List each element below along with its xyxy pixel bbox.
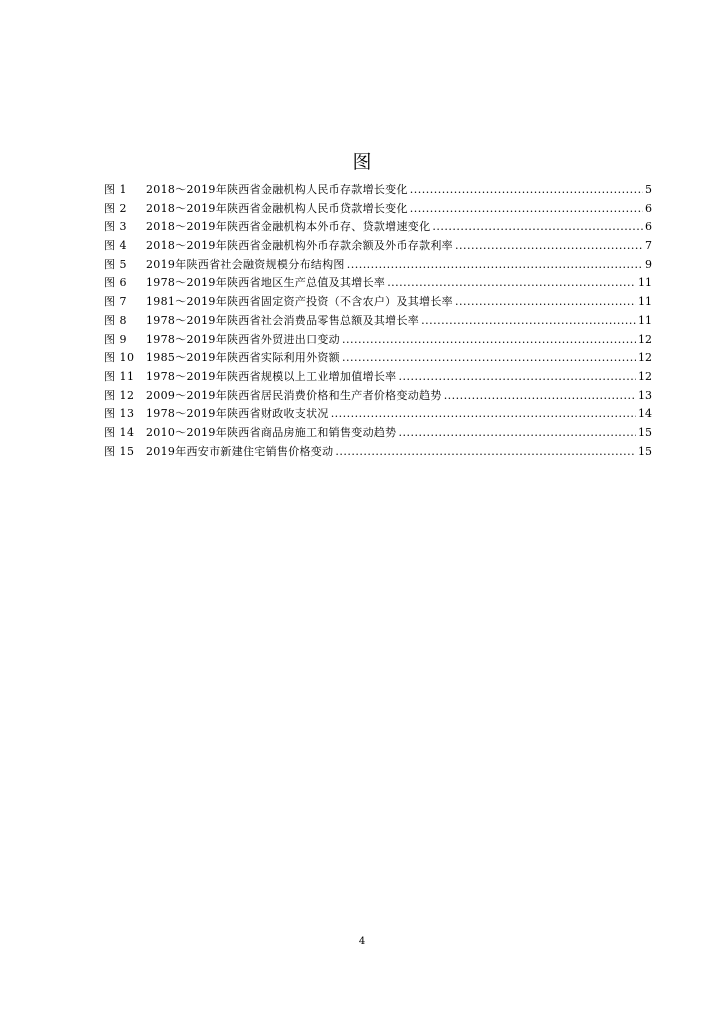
dot-leader: [335, 443, 636, 462]
list-item[interactable]: [104, 349, 652, 368]
figure-label: 图 5: [104, 257, 127, 271]
figure-title: 1978～2019年陕西省地区生产总值及其增长率: [146, 276, 386, 290]
list-item[interactable]: [104, 405, 652, 424]
figure-label: 图 6: [104, 276, 127, 290]
figure-page-number: 6: [645, 220, 652, 234]
figure-page-number: 13: [638, 388, 652, 402]
dot-leader: [387, 274, 636, 293]
list-item[interactable]: [104, 368, 652, 387]
dot-leader: [347, 256, 643, 275]
dot-leader: [342, 331, 636, 350]
list-item[interactable]: [104, 256, 652, 275]
figure-label: 图 13: [104, 407, 135, 421]
figure-label: 图 8: [104, 313, 127, 327]
figure-title: 1981～2019年陕西省固定资产投资（不含农户）及其增长率: [146, 295, 453, 309]
figure-page-number: 11: [638, 313, 652, 327]
figure-page-number: 12: [638, 369, 652, 383]
figure-title: 1978～2019年陕西省外贸进出口变动: [146, 332, 340, 346]
figure-label: 图 2: [104, 201, 127, 215]
dot-leader: [342, 349, 636, 368]
figure-page-number: 15: [638, 425, 652, 439]
list-item[interactable]: [104, 293, 652, 312]
figure-title: 2018～2019年陕西省金融机构人民币贷款增长变化: [146, 201, 408, 215]
figure-title: 1978～2019年陕西省社会消费品零售总额及其增长率: [146, 313, 420, 327]
page-number: 4: [358, 936, 366, 947]
dot-leader: [455, 293, 636, 312]
dot-leader: [399, 424, 637, 443]
list-item[interactable]: [104, 218, 652, 237]
dot-leader: [410, 181, 643, 200]
figure-title: 2010～2019年陕西省商品房施工和销售变动趋势: [146, 425, 397, 439]
figure-title: 1978～2019年陕西省规模以上工业增加值增长率: [146, 369, 397, 383]
list-item[interactable]: [104, 274, 652, 293]
dot-leader: [421, 312, 636, 331]
figure-page-number: 6: [645, 201, 652, 215]
figure-page-number: 11: [638, 295, 652, 309]
figure-title: 2009～2019年陕西省居民消费价格和生产者价格变动趋势: [146, 388, 442, 402]
figure-title: 2018～2019年陕西省金融机构本外币存、贷款增速变化: [146, 220, 431, 234]
list-item[interactable]: [104, 387, 652, 406]
figure-page-number: 9: [645, 257, 652, 271]
figure-label: 图 12: [104, 388, 135, 402]
figure-title: 2019年陕西省社会融资规模分布结构图: [146, 257, 345, 271]
figure-label: 图 11: [104, 369, 135, 383]
figure-page-number: 12: [638, 332, 652, 346]
figure-label: 图 7: [104, 295, 127, 309]
figure-page-number: 7: [645, 239, 652, 253]
dot-leader: [455, 237, 643, 256]
dot-leader: [432, 218, 643, 237]
dot-leader: [399, 368, 637, 387]
figure-list: [104, 181, 652, 461]
figure-title: 2018～2019年陕西省金融机构外币存款余额及外币存款利率: [146, 239, 453, 253]
list-item[interactable]: [104, 181, 652, 200]
list-item[interactable]: [104, 200, 652, 219]
dot-leader: [444, 387, 636, 406]
page-title: 图: [352, 151, 372, 173]
figure-label: 图 14: [104, 425, 135, 439]
figure-label: 图 1: [104, 183, 127, 196]
list-item[interactable]: [104, 331, 652, 350]
figure-label: 图 4: [104, 239, 127, 253]
figure-title: 2019年西安市新建住宅销售价格变动: [146, 444, 334, 458]
dot-leader: [410, 200, 643, 219]
list-item[interactable]: [104, 424, 652, 443]
list-item[interactable]: [104, 312, 652, 331]
figure-page-number: 5: [645, 183, 652, 196]
figure-page-number: 15: [638, 444, 652, 458]
figure-label: 图 9: [104, 332, 127, 346]
dot-leader: [331, 405, 636, 424]
figure-page-number: 14: [638, 407, 652, 421]
list-item[interactable]: [104, 443, 652, 462]
figure-page-number: 12: [638, 351, 652, 365]
list-item[interactable]: [104, 237, 652, 256]
figure-label: 图 15: [104, 444, 135, 458]
figure-title: 1978～2019年陕西省财政收支状况: [146, 407, 329, 421]
figure-label: 图 10: [104, 351, 135, 365]
figure-title: 2018～2019年陕西省金融机构人民币存款增长变化: [146, 183, 408, 196]
figure-label: 图 3: [104, 220, 127, 234]
figure-page-number: 11: [638, 276, 652, 290]
figure-title: 1985～2019年陕西省实际利用外资额: [146, 351, 340, 365]
